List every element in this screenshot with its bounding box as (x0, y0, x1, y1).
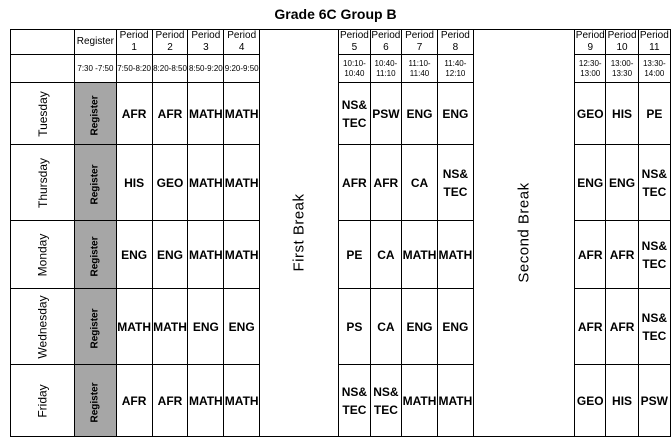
subject-cell: AFR (116, 365, 152, 437)
period-label: Period 1 (116, 30, 152, 55)
subject-cell: ENG (152, 221, 188, 289)
subject-cell: NS& TEC (339, 365, 371, 437)
subject-cell: GEO (575, 365, 606, 437)
subject-cell: MATH (437, 221, 473, 289)
period-label: Period 5 (339, 30, 369, 53)
subject-cell: MATH (402, 365, 438, 437)
subject-cell: MATH (188, 83, 224, 145)
header-corner-cell (11, 30, 75, 55)
subject-cell: AFR (152, 365, 188, 437)
register-label: Register (89, 163, 101, 205)
first-break-column (260, 30, 339, 437)
register-label: Register (89, 235, 101, 277)
subject-cell: ENG (437, 289, 473, 365)
subject-cell: PSW (370, 83, 401, 145)
subject-cell: PSW (638, 365, 670, 437)
subject-cell: AFR (339, 145, 371, 221)
period-label: Period 2 (152, 30, 188, 55)
second-break-label: Second Break (515, 182, 533, 283)
subject-cell: GEO (575, 83, 606, 145)
subject-cell: MATH (224, 365, 260, 437)
period-time: 8:20-8:50 (152, 55, 188, 83)
period-label: Period 9 (575, 30, 605, 53)
register-time: 7:30 -7:50 (75, 55, 116, 83)
register-label: Register (89, 381, 101, 423)
subject-cell: ENG (606, 145, 638, 221)
subject-cell: AFR (575, 289, 606, 365)
register-cell (75, 221, 116, 289)
subject-cell: CA (370, 221, 401, 289)
subject-cell: AFR (606, 221, 638, 289)
period-label: Period 10 (607, 30, 637, 53)
subject-cell: HIS (606, 83, 638, 145)
subject-cell: PE (339, 221, 371, 289)
period-time: 8:50-9:20 (188, 55, 224, 83)
day-label: Friday (35, 383, 50, 418)
subject-cell: AFR (370, 145, 401, 221)
timetable (10, 29, 671, 437)
subject-cell: ENG (188, 289, 224, 365)
period-label: Period 11 (639, 30, 669, 53)
period-label: Period 6 (371, 30, 401, 53)
day-label-cell (11, 83, 75, 145)
subject-cell: NS& TEC (638, 145, 670, 221)
subject-cell: AFR (575, 221, 606, 289)
period-time: 12:30-13:00 (575, 55, 606, 83)
subject-cell: ENG (575, 145, 606, 221)
period-label: Period 4 (224, 30, 260, 55)
subject-cell: PS (339, 289, 371, 365)
period-time: 13:30-14:00 (638, 55, 670, 83)
day-label: Tuesday (35, 90, 50, 137)
subject-cell: NS& TEC (437, 145, 473, 221)
period-time: 10:10-10:40 (339, 55, 371, 83)
subject-cell: MATH (402, 221, 438, 289)
subject-cell: AFR (152, 83, 188, 145)
period-label: Period 7 (402, 30, 438, 55)
day-label-cell (11, 365, 75, 437)
day-label-cell (11, 221, 75, 289)
period-time: 11:10-11:40 (402, 55, 438, 83)
subject-cell: ENG (437, 83, 473, 145)
period-time: 10:40-11:10 (370, 55, 401, 83)
subject-cell: NS& TEC (370, 365, 401, 437)
subject-cell: MATH (224, 221, 260, 289)
subject-cell: NS& TEC (339, 83, 371, 145)
header-corner-cell (11, 55, 75, 83)
register-cell (75, 289, 116, 365)
day-label-cell (11, 289, 75, 365)
subject-cell: MATH (188, 145, 224, 221)
second-break-column (473, 30, 574, 437)
subject-cell: HIS (606, 365, 638, 437)
period-label: Period 3 (188, 30, 224, 55)
subject-cell: CA (402, 145, 438, 221)
subject-cell: PE (638, 83, 670, 145)
subject-cell: ENG (224, 289, 260, 365)
header-row-periods (11, 30, 671, 55)
subject-cell: MATH (224, 145, 260, 221)
page-title: Grade 6C Group B (274, 6, 397, 22)
first-break-label: First Break (290, 193, 308, 272)
day-label: Monday (35, 233, 50, 276)
period-time: 9:20-9:50 (224, 55, 260, 83)
subject-cell: MATH (152, 289, 188, 365)
subject-cell: NS& TEC (638, 289, 670, 365)
subject-cell: ENG (402, 83, 438, 145)
register-cell (75, 83, 116, 145)
period-time: 11:40-12:10 (437, 55, 473, 83)
subject-cell: AFR (606, 289, 638, 365)
day-label: Thursday (35, 157, 50, 208)
subject-cell: MATH (437, 365, 473, 437)
subject-cell: MATH (188, 365, 224, 437)
subject-cell: AFR (116, 83, 152, 145)
register-label: Register (89, 307, 101, 349)
subject-cell: CA (370, 289, 401, 365)
period-time: 7:50-8:20 (116, 55, 152, 83)
register-cell (75, 145, 116, 221)
day-label-cell (11, 145, 75, 221)
register-label: Register (89, 94, 101, 136)
register-header: Register (75, 30, 116, 55)
subject-cell: NS& TEC (638, 221, 670, 289)
subject-cell: ENG (116, 221, 152, 289)
period-label: Period 8 (437, 30, 473, 55)
subject-cell: HIS (116, 145, 152, 221)
subject-cell: MATH (188, 221, 224, 289)
subject-cell: ENG (402, 289, 438, 365)
period-time: 13:00-13:30 (606, 55, 638, 83)
subject-cell: MATH (116, 289, 152, 365)
subject-cell: GEO (152, 145, 188, 221)
subject-cell: MATH (224, 83, 260, 145)
register-cell (75, 365, 116, 437)
day-label: Wednesday (35, 294, 50, 359)
